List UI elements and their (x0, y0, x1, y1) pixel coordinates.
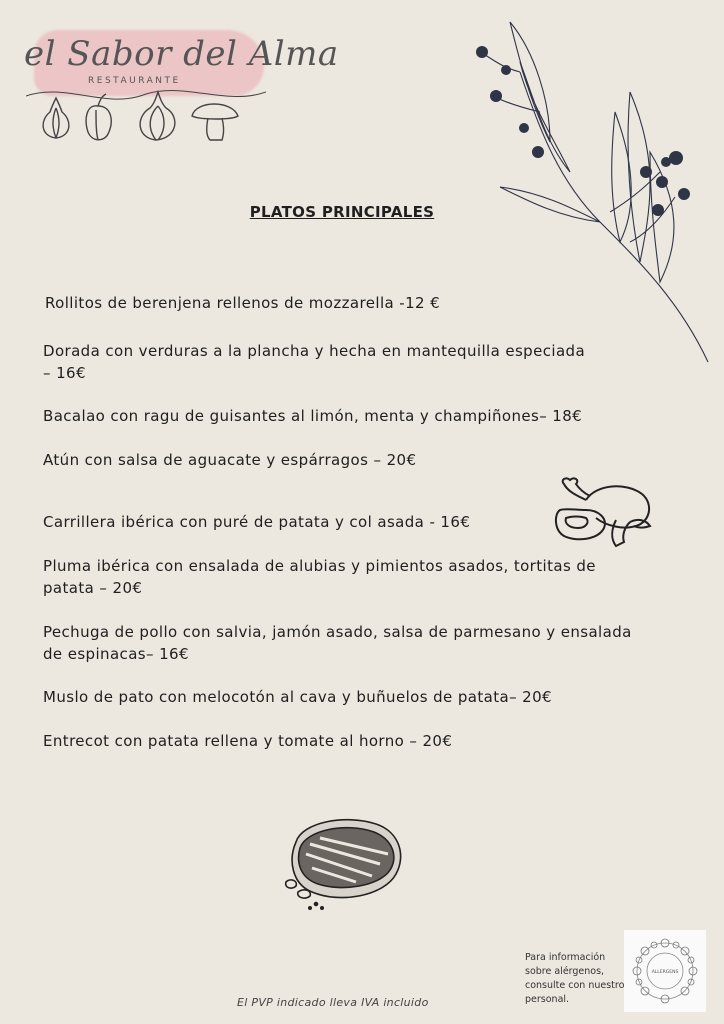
menu-item (43, 730, 683, 752)
menu-item-text: Entrecot con patata rellena y tomate al horno – 20€ (43, 732, 453, 750)
vegetables-illustration-icon (26, 86, 266, 146)
menu-item-text: Pechuga de pollo con salvia, jamón asado, salsa de parmesano y ensalada (43, 623, 632, 641)
poultry-meat-icon (546, 470, 656, 555)
menu-item-text-continued: – 16€ (43, 364, 86, 382)
menu-item-text: Carrillera ibérica con puré de patata y col asada - 16€ (43, 513, 471, 531)
menu-item (43, 555, 683, 599)
menu-item-text: Dorada con verduras a la plancha y hecha en mantequilla especiada (43, 342, 586, 360)
allergen-badge-label: ALLERGENS (651, 970, 679, 975)
allergen-info-text: Para información sobre alérgenos, consulte con nuestro personal. (525, 952, 625, 1005)
menu-item (43, 449, 683, 471)
logo-title: el Sabor del Alma (24, 34, 339, 74)
menu-item (43, 340, 683, 384)
allergens-chart-icon (624, 930, 706, 1012)
menu-item-text: Muslo de pato con melocotón al cava y buñuelos de patata– 20€ (43, 688, 552, 706)
menu-item-text-continued: patata – 20€ (43, 579, 143, 597)
menu-item (43, 686, 683, 708)
menu-item-text: Atún con salsa de aguacate y espárragos – 20€ (43, 451, 417, 469)
steak-icon (276, 812, 408, 916)
restaurant-logo (12, 24, 339, 149)
menu-item (43, 621, 683, 665)
vat-note: El PVP indicado lleva IVA incluido (237, 996, 429, 1009)
menu-item (43, 405, 683, 427)
menu-item (45, 292, 685, 314)
olive-branch-icon (450, 12, 720, 372)
menu-item-text: Bacalao con ragu de guisantes al limón, menta y champiñones– 18€ (43, 407, 583, 425)
menu-item-text-continued: de espinacas– 16€ (43, 645, 189, 663)
menu-item-text: Rollitos de berenjena rellenos de mozzarella -12 € (45, 294, 441, 312)
section-title: PLATOS PRINCIPALES (249, 203, 435, 221)
logo-subtitle: RESTAURANTE (88, 76, 181, 86)
menu-item-text: Pluma ibérica con ensalada de alubias y pimientos asados, tortitas de (43, 557, 596, 575)
